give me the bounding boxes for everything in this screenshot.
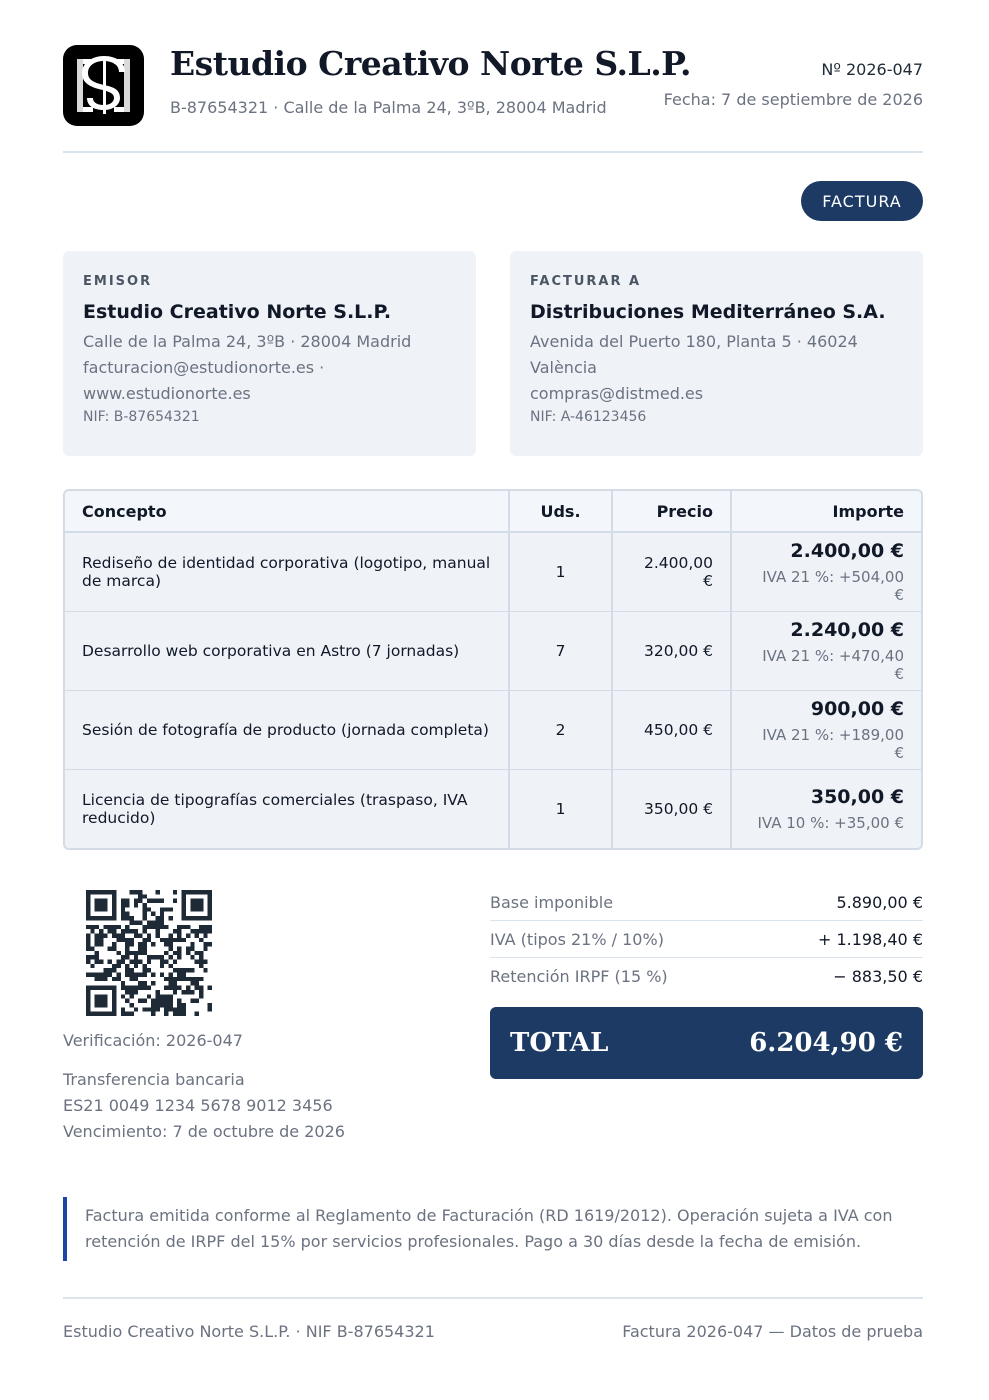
row-amount-cell (731, 769, 921, 848)
company-name: Estudio Creativo Norte S.L.P. (170, 44, 692, 83)
header-divider (63, 151, 923, 153)
vat-label: IVA (tipos 21% / 10%) (490, 929, 664, 949)
company-subtitle: B-87654321 · Calle de la Palma 24, 3ºB, 28004 Madrid (170, 98, 607, 117)
irpf-label: Retención IRPF (15 %) (490, 967, 668, 986)
issuer-label: EMISOR (83, 274, 153, 289)
payment-method: Transferencia bancaria (63, 1070, 245, 1089)
row-vat: IVA 21 %: +470,40 € (762, 646, 904, 683)
table-row (65, 611, 921, 690)
payment-details (63, 1067, 345, 1145)
row-price: 320,00 € (612, 611, 731, 690)
row-concept: Sesión de fotografía de producto (jornada completa) (65, 690, 509, 769)
table-row (65, 532, 921, 611)
subtotal-label: Base imponible (490, 892, 614, 912)
dollar-sign-logo-icon (63, 45, 144, 126)
row-price: 450,00 € (612, 690, 731, 769)
vat-row (490, 921, 923, 958)
recipient-contact: compras@distmed.es (530, 384, 704, 403)
row-vat: IVA 21 %: +189,00 € (762, 725, 904, 762)
invoice-date: Fecha: 7 de septiembre de 2026 (663, 90, 923, 109)
issuer-address: Calle de la Palma 24, 3ºB · 28004 Madrid (83, 332, 412, 351)
irpf-value: − 883,50 € (833, 967, 923, 986)
subtotal-value: 5.890,00 € (836, 892, 923, 912)
legal-note: Factura emitida conforme al Reglamento de Facturación (RD 1619/2012). Operación sujeta a IVA con retención de IRPF del 15% por servicios profesionales. Pago a 30 días desde la fecha de emisión. (63, 1197, 923, 1261)
footer-company: Estudio Creativo Norte S.L.P. · NIF B-87654321 (63, 1322, 435, 1341)
payment-due-date: Vencimiento: 7 de octubre de 2026 (63, 1122, 345, 1141)
table-header-row (65, 491, 921, 532)
row-vat: IVA 10 %: +35,00 € (757, 813, 904, 832)
document-type-badge: FACTURA (801, 181, 923, 221)
row-concept: Rediseño de identidad corporativa (logotipo, manual de marca) (65, 532, 509, 611)
row-concept: Licencia de tipografías comerciales (traspaso, IVA reducido) (65, 769, 509, 848)
recipient-name: Distribuciones Mediterráneo S.A. (530, 301, 886, 323)
vat-value: + 1.198,40 € (817, 929, 923, 949)
row-amount: 350,00 € (810, 785, 904, 808)
grand-total-value: 6.204,90 € (749, 1028, 903, 1058)
column-header-amount: Importe (731, 491, 921, 532)
row-qty: 7 (509, 611, 612, 690)
row-price: 2.400,00 € (612, 532, 731, 611)
company-logo (63, 45, 144, 126)
row-qty: 2 (509, 690, 612, 769)
row-qty: 1 (509, 532, 612, 611)
issuer-name: Estudio Creativo Norte S.L.P. (83, 301, 392, 323)
invoice-number: Nº 2026-047 (821, 60, 923, 79)
grand-total-box (490, 1007, 923, 1079)
row-concept: Desarrollo web corporativa en Astro (7 jornadas) (65, 611, 509, 690)
row-amount: 2.400,00 € (790, 539, 904, 562)
subtotal-row (490, 884, 923, 921)
recipient-nif: NIF: A-46123456 (530, 409, 647, 425)
row-qty: 1 (509, 769, 612, 848)
verification-code: Verificación: 2026-047 (63, 1031, 243, 1050)
totals-summary (490, 884, 923, 995)
row-price: 350,00 € (612, 769, 731, 848)
recipient-label: FACTURAR A (530, 274, 642, 289)
recipient-panel (510, 251, 923, 456)
qr-code-icon (86, 890, 212, 1016)
column-header-price: Precio (612, 491, 731, 532)
row-amount-cell (731, 532, 921, 611)
row-amount: 2.240,00 € (790, 618, 904, 641)
irpf-row (490, 958, 923, 995)
recipient-address: Avenida del Puerto 180, Planta 5 · 46024 València (530, 332, 858, 377)
issuer-nif: NIF: B-87654321 (83, 409, 200, 425)
row-vat: IVA 21 %: +504,00 € (762, 567, 904, 604)
row-amount-cell (731, 611, 921, 690)
payment-iban: ES21 0049 1234 5678 9012 3456 (63, 1096, 333, 1115)
column-header-concept: Concepto (65, 491, 509, 532)
column-header-qty: Uds. (509, 491, 612, 532)
issuer-contact: facturacion@estudionorte.es · www.estudionorte.es (83, 358, 325, 403)
issuer-panel (63, 251, 476, 456)
row-amount: 900,00 € (810, 697, 904, 720)
footer-divider (63, 1297, 923, 1299)
row-amount-cell (731, 690, 921, 769)
table-row (65, 769, 921, 848)
footer-reference: Factura 2026-047 — Datos de prueba (622, 1322, 923, 1341)
grand-total-label: TOTAL (510, 1028, 609, 1058)
line-items-table (63, 489, 923, 850)
table-row (65, 690, 921, 769)
